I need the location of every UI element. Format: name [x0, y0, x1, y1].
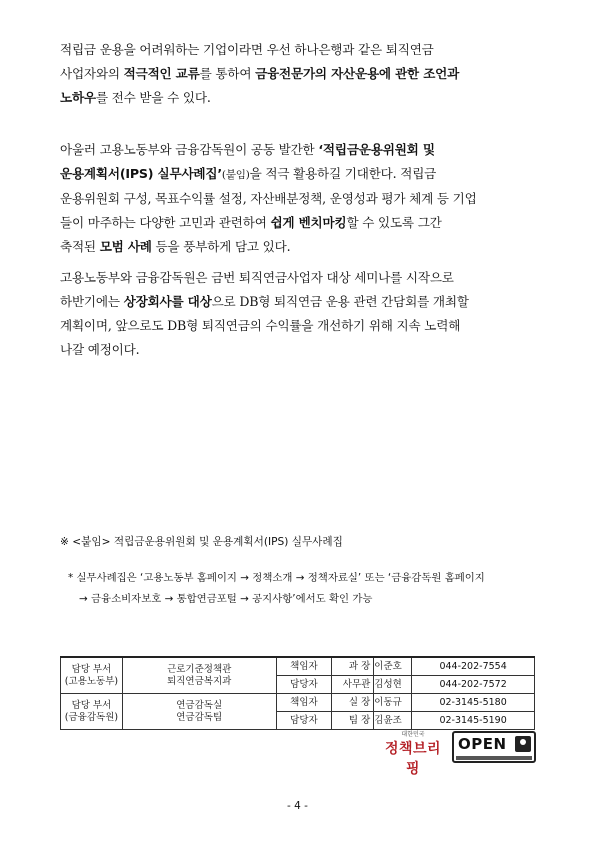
- text-line: 하반기에는 상장회사를 대상으로 DB형 퇴직연금 운용 관련 간담회를 개최할: [60, 294, 469, 309]
- dept-org: (고용노동부): [64, 675, 119, 687]
- unit-name: 연금감독실: [176, 699, 223, 711]
- paragraph-3: [60, 266, 540, 362]
- emphasis-text: 적극적인 교류: [123, 66, 200, 81]
- phone-cell: 02-3145-5190: [412, 712, 535, 730]
- unit-name: 퇴직연금복지과: [167, 675, 232, 687]
- subnote-line: * 실무사례집은 ‘고용노동부 홈페이지 → 정책소개 → 정책자료실’ 또는 ‘금융감독원 홈페이지: [68, 572, 485, 584]
- title-cell: 팀 장: [332, 712, 374, 730]
- attachment-ref: (붙임): [221, 169, 250, 181]
- text-line: 들이 마주하는 다양한 고민과 관련하여 쉽게 벤치마킹할 수 있도록 그간: [60, 215, 442, 230]
- text-line: 노하우를 전수 받을 수 있다.: [60, 90, 211, 105]
- text-line: 아울러 고용노동부와 금융감독원이 공동 발간한 ‘적립금운용위원회 및: [60, 142, 435, 157]
- name-cell: 김성현: [374, 676, 412, 694]
- emphasis-text: 금융전문가의 자산운용에 관한 조언과: [255, 66, 460, 81]
- phone-cell: 044-202-7554: [412, 657, 535, 676]
- emphasis-text: 모범 사례: [99, 239, 152, 254]
- phone-cell: 02-3145-5180: [412, 694, 535, 712]
- page-number: - 4 -: [287, 800, 308, 812]
- title-cell: 과 장: [332, 657, 374, 676]
- person-icon: [515, 736, 531, 752]
- dept-org: (금융감독원): [64, 711, 119, 723]
- phone-cell: 044-202-7572: [412, 676, 535, 694]
- role-cell: 담당자: [276, 676, 332, 694]
- subnote-line: → 금융소비자보호 → 통합연금포털 → 공지사항’에서도 확인 가능: [79, 593, 373, 605]
- name-cell: 이동규: [374, 694, 412, 712]
- text-line: 운용위원회 구성, 목표수익률 설정, 자산배분정책, 운영성과 평가 체계 등 기업: [60, 191, 477, 206]
- text-line: 적립금 운용을 어려워하는 기업이라면 우선 하나은행과 같은 퇴직연금: [60, 42, 434, 57]
- role-cell: 담당자: [276, 712, 332, 730]
- title-cell: 실 장: [332, 694, 374, 712]
- attachment-note: ※ <붙임> 적립금운용위원회 및 운용계획서(IPS) 실무사례집: [60, 536, 343, 548]
- role-cell: 책임자: [276, 694, 332, 712]
- emphasis-text: 쉽게 벤치마킹: [270, 215, 347, 230]
- text-line: 계획이며, 앞으로도 DB형 퇴직연금의 수익률을 개선하기 위해 지속 노력해: [60, 318, 461, 333]
- paragraph-1: [60, 38, 540, 110]
- license-strip: [456, 756, 532, 760]
- emphasis-text: 운용계획서(IPS) 실무사례집’: [60, 166, 222, 181]
- dept-label: 담당 부서: [71, 663, 112, 675]
- unit-cell: [122, 657, 276, 694]
- name-cell: 이준호: [374, 657, 412, 676]
- attachment-subnote: [68, 568, 548, 610]
- table-row: [61, 657, 535, 676]
- name-cell: 김윤조: [374, 712, 412, 730]
- emphasis-text: 상장회사를 대상: [123, 294, 212, 309]
- text-line: 나갈 예정이다.: [60, 342, 140, 357]
- unit-name: 근로기준정책관: [167, 663, 232, 675]
- open-logo-word: OPEN: [458, 735, 507, 753]
- open-license-logo: [452, 731, 536, 763]
- paragraph-2: [60, 138, 540, 259]
- contact-table: [60, 656, 535, 730]
- emphasis-text: ‘적립금운용위원회 및: [318, 142, 435, 157]
- role-cell: 책임자: [276, 657, 332, 676]
- briefing-logo-main: 정책브리핑: [384, 741, 442, 777]
- unit-cell: [122, 694, 276, 730]
- text-line: 사업자와의 적극적인 교류를 통하여 금융전문가의 자산운용에 관한 조언과: [60, 66, 460, 81]
- briefing-logo-top: 대한민국: [401, 731, 425, 738]
- text-line: 운용계획서(IPS) 실무사례집’(붙임)을 적극 활용하길 기대한다. 적립금: [60, 166, 437, 181]
- dept-cell: [61, 694, 123, 730]
- dept-label: 담당 부서: [71, 699, 112, 711]
- title-cell: 사무관: [332, 676, 374, 694]
- footer-logos: [380, 727, 540, 777]
- emphasis-text: 노하우: [60, 90, 96, 105]
- table-row: [61, 694, 535, 712]
- dept-cell: [61, 657, 123, 694]
- text-line: 고용노동부와 금융감독원은 금번 퇴직연금사업자 대상 세미나를 시작으로: [60, 270, 454, 285]
- text-line: 축적된 모범 사례 등을 풍부하게 담고 있다.: [60, 239, 291, 254]
- unit-name: 연금감독팀: [176, 711, 223, 723]
- policy-briefing-logo: [380, 729, 446, 777]
